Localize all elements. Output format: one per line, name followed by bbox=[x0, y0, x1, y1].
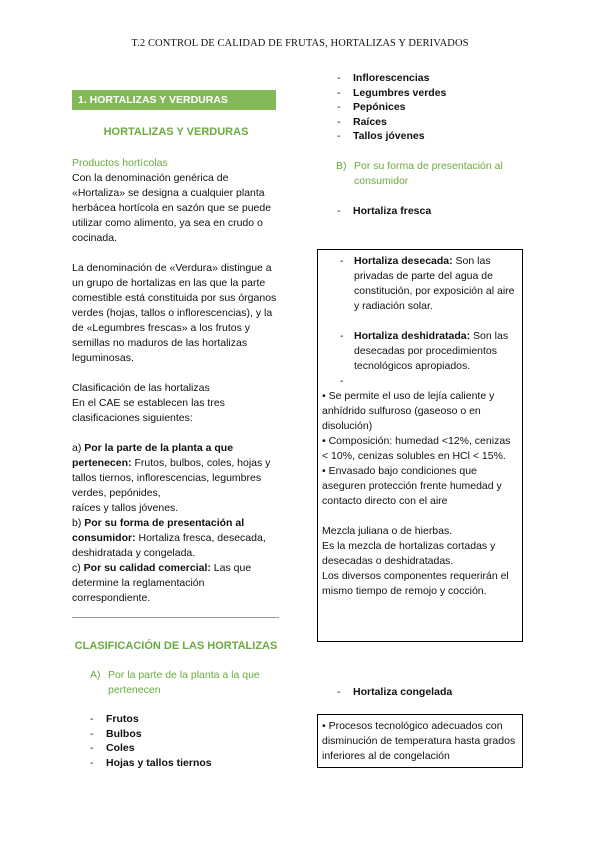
classification-a-cont: raíces y tallos jóvenes. bbox=[72, 502, 179, 514]
classification-a: a) Por la parte de la planta a que pertenecen: Frutos, bulbos, coles, hojas y tallos tiernos, inflorescencias, legumbres verdes, pepónides, bbox=[72, 442, 271, 499]
section-title: HORTALIZAS Y VERDURAS bbox=[103, 126, 249, 138]
subsection-b: B) Por su forma de presentación al consumidor bbox=[336, 160, 503, 187]
list-item: - Bulbos bbox=[88, 727, 278, 742]
mezcla-definition: Es la mezcla de hortalizas cortadas y desecadas o deshidratadas. bbox=[322, 540, 496, 567]
box-bullet: • Se permite el uso de lejía caliente y anhídrido sulfuroso (gaseoso o en disolución) bbox=[322, 390, 495, 432]
classification-heading: Clasificación de las hortalizas bbox=[72, 382, 210, 394]
dried-info-box bbox=[317, 249, 523, 642]
list-item: - Frutos bbox=[88, 712, 278, 727]
subsection-a: A) Por la parte de la planta a la que pertenecen bbox=[90, 669, 260, 696]
mezcla-note: Los diversos componentes requerirán el mismo tiempo de remojo y cocción. bbox=[322, 570, 509, 597]
list-item: - Hortaliza fresca bbox=[335, 204, 535, 219]
empty-dash: - bbox=[340, 375, 344, 387]
list-item: - Inflorescencias bbox=[335, 71, 535, 86]
classification-c: c) Por su calidad comercial: Las que determine la reglamentación correspondiente. bbox=[72, 562, 252, 604]
products-heading: Productos hortícolas bbox=[72, 157, 168, 169]
box-bullet: • Procesos tecnológico adecuados con disminución de temperatura hasta grados inferiores al de congelación bbox=[322, 720, 516, 762]
page-header: T.2 CONTROL DE CALIDAD DE FRUTAS, HORTALIZAS Y DERIVADOS bbox=[131, 38, 469, 49]
list-item: - Pepónices bbox=[335, 100, 535, 115]
list-item: - Hortaliza congelada bbox=[335, 685, 535, 700]
list-item: - Hojas y tallos tiernos bbox=[88, 756, 278, 771]
fresh-item bbox=[335, 204, 535, 219]
deshidratada-item: - Hortaliza deshidratada: Son las desecadas por procedimientos tecnológicos apropiados. bbox=[340, 330, 509, 372]
right-list bbox=[335, 71, 535, 144]
frozen-item bbox=[335, 685, 535, 700]
mezcla-title: Mezcla juliana o de hierbas. bbox=[322, 525, 453, 537]
list-item: - Raíces bbox=[335, 115, 535, 130]
classification-intro: En el CAE se establecen las tres clasificaciones siguientes: bbox=[72, 397, 225, 424]
hortaliza-definition: Con la denominación genérica de «Hortaliza» se designa a cualquier planta herbácea hortícola en sazón que se puede utilizar como alimento, ya sea en crudo o cocinada. bbox=[72, 172, 272, 244]
frozen-info-box bbox=[317, 714, 523, 768]
intro-block bbox=[72, 156, 280, 606]
divider bbox=[72, 617, 279, 618]
verdura-definition: La denominación de «Verdura» distingue a un grupo de hortalizas en las que la parte comestible está constituida por sus órganos verdes (hojas, tallos o inflorescencias), y la de «Legumbres frescas» a los frutos y semillas no maduros de las hortalizas leguminosas. bbox=[72, 262, 277, 364]
box-bullet: • Envasado bajo condiciones que aseguren protección frente humedad y contacto directo con el aire bbox=[322, 465, 502, 507]
section-band: 1. HORTALIZAS Y VERDURAS bbox=[72, 90, 276, 110]
desecada-item: - Hortaliza desecada: Son las privadas de parte del agua de constitución, por exposición al aire y radiación solar. bbox=[340, 255, 515, 312]
left-list bbox=[88, 712, 278, 770]
box-bullet: • Composición: humedad <12%, cenizas < 10%, cenizas solubles en HCl < 15%. bbox=[322, 435, 511, 462]
classification-title: CLASIFICACIÓN DE LAS HORTALIZAS bbox=[74, 640, 278, 652]
list-item: - Coles bbox=[88, 741, 278, 756]
classification-b: b) Por su forma de presentación al consumidor: Hortaliza fresca, desecada, deshidratada y congelada. bbox=[72, 517, 266, 559]
list-item: - Tallos jóvenes bbox=[335, 129, 535, 144]
list-item: - Legumbres verdes bbox=[335, 86, 535, 101]
